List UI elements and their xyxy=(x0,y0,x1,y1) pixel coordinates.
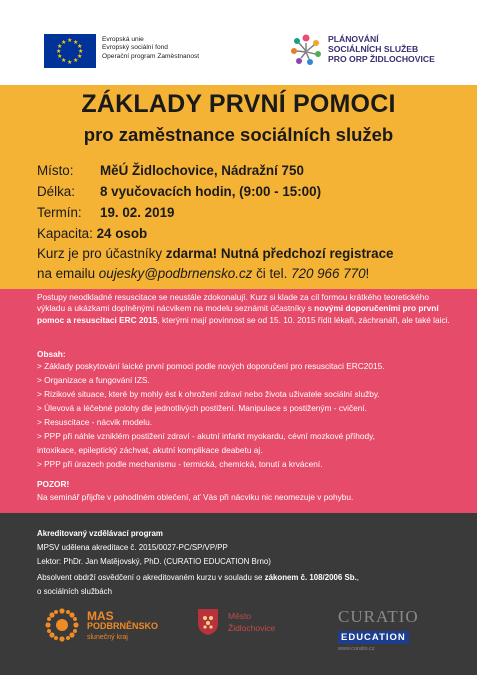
eu-text xyxy=(102,34,199,61)
page-title: ZÁKLADY PRVNÍ POMOCI xyxy=(81,90,396,118)
certificate-end: , xyxy=(356,573,359,582)
zidlochovice-crest-icon xyxy=(197,608,219,636)
kapacita-value: 24 osob xyxy=(96,226,148,241)
lecturer-line: Lektor: PhDr. Jan Matějovský, PhD. (CURATIO EDUCATION Brno) xyxy=(37,557,271,566)
planovani-text xyxy=(328,35,435,64)
mas-logo xyxy=(44,607,158,643)
list-item: intoxikace, epileptický záchvat, akutní komplikace deabetu aj. xyxy=(37,445,263,455)
delka-value: 8 vyučovacích hodin, (9:00 - 15:00) xyxy=(100,184,322,199)
info-kapacita xyxy=(37,226,147,241)
curatio-url: www.curatio.cz xyxy=(338,646,375,652)
eu-line: Operační program Zaměstnanost xyxy=(102,52,200,60)
misto-label: Místo: xyxy=(37,163,74,178)
planovani-line: PRO ORP ŽIDLOCHOVICE xyxy=(328,53,435,64)
info-misto xyxy=(37,163,304,178)
list-item: > Úlevová a léčebné polohy dle jednotlivých postižení. Manipulace s postiženým - cvičení. xyxy=(37,403,367,413)
mas-sun-icon xyxy=(44,607,80,643)
mesto-line1: Město xyxy=(228,611,252,621)
eu-line: Evropský sociální fond xyxy=(102,44,168,52)
accreditation-line: MPSV udělena akreditace č. 2015/0027-PC/SP/VP/PP xyxy=(37,543,228,552)
mesto-text xyxy=(228,610,275,634)
certificate-pre: Absolvent obdrží osvědčení o akreditovaném kurzu v souladu se xyxy=(37,573,265,582)
intro-paragraph xyxy=(37,292,451,326)
curatio-title: CURATIO xyxy=(338,607,419,626)
pozor-heading: POZOR! xyxy=(37,479,70,489)
certificate-bold: zákonem č. 108/2006 Sb. xyxy=(264,573,357,582)
planovani-logo xyxy=(286,30,435,70)
list-item: > Resuscitace - nácvik modelu. xyxy=(37,417,153,427)
free-bold: zdarma! Nutná předchozí registrace xyxy=(165,246,394,261)
termin-label: Termín: xyxy=(37,205,82,220)
intro-bold: novými doporučeními pro první pomoc a resuscitaci ERC 2015 xyxy=(37,303,439,325)
mas-line2: PODBRNĚNSKO xyxy=(87,620,159,631)
planovani-line: SOCIÁLNÍCH SLUŽEB xyxy=(328,44,419,55)
info-delka xyxy=(37,184,321,199)
info-termin xyxy=(37,205,174,220)
list-item: > Základy poskytování laické první pomoci podle nových doporučení pro resuscitaci ERC2015. xyxy=(37,361,385,371)
list-item: > Rizikové situace, které by mohly èst k ohrožení zdraví nebo života uživatele sociální služby. xyxy=(37,389,380,399)
mesto-line2: Židlochovice xyxy=(228,623,276,633)
mas-text xyxy=(87,610,158,641)
intro-text: Postupy neodkladné resuscitace se neustále zdokonalují. Kurz si klade za cíl formou krátkého teoretického výkladu a ukázkami doplněnými nácvikem na modelu seznámit účastníky s xyxy=(37,292,430,314)
page-subtitle: pro zaměstnance sociálních služeb xyxy=(83,124,394,145)
mas-line3: slunečný kraj xyxy=(87,633,128,641)
free-pre: Kurz je pro účastníky xyxy=(37,246,166,261)
curatio-education: EDUCATION xyxy=(338,631,409,644)
eu-flag-icon: ★ ★ ★ ★ ★ ★ ★ ★ ★ ★ ★ ★ xyxy=(44,34,96,68)
intro-end: , kterými mají povinnost se od 15. 10. 2015 řídit lékaři, záchranáři, ale také laici. xyxy=(157,314,450,325)
delka-label: Délka: xyxy=(37,184,75,199)
info-contact xyxy=(37,266,369,281)
kapacita-label: Kapacita: xyxy=(37,226,93,241)
list-item: > PPP při náhle vzniklém postižení zdraví - akutní infarkt myokardu, cévní mozkové příhody, xyxy=(37,431,375,441)
info-free xyxy=(37,246,393,261)
contact-phone[interactable]: 720 966 770 xyxy=(291,266,366,281)
contact-end: ! xyxy=(365,266,370,281)
eu-logo xyxy=(44,34,199,68)
obsah-heading: Obsah: xyxy=(37,349,66,359)
contact-mid: či tel. xyxy=(252,266,292,281)
planovani-logo-icon xyxy=(286,30,326,70)
certificate-line-2: o sociálních službách xyxy=(37,587,113,596)
list-item: > Organizace a fungování IZS. xyxy=(37,375,150,385)
header xyxy=(0,0,477,85)
eu-line: Evropská unie xyxy=(102,36,144,43)
contact-email[interactable]: oujesky@podbrnensko.cz xyxy=(98,266,253,281)
accreditation-heading: Akreditovaný vzdělávací program xyxy=(37,529,163,538)
contact-pre: na emailu xyxy=(37,266,99,281)
mas-line1: MAS xyxy=(87,608,114,623)
list-item: > PPP při úrazech podle mechanismu - termická, chemická, tonutí a krvácení. xyxy=(37,459,323,469)
planovani-line: PLÁNOVÁNÍ xyxy=(328,34,379,45)
termin-value: 19. 02. 2019 xyxy=(100,205,175,220)
certificate-line xyxy=(37,573,359,582)
pozor-text: Na seminář přijďte v pohodlném oblečení, ať Vás při nácviku nic neomezuje v pohybu. xyxy=(37,492,354,502)
zidlochovice-logo xyxy=(197,608,275,636)
curatio-logo xyxy=(338,607,419,652)
misto-value: MěÚ Židlochovice, Nádražní 750 xyxy=(100,163,304,178)
